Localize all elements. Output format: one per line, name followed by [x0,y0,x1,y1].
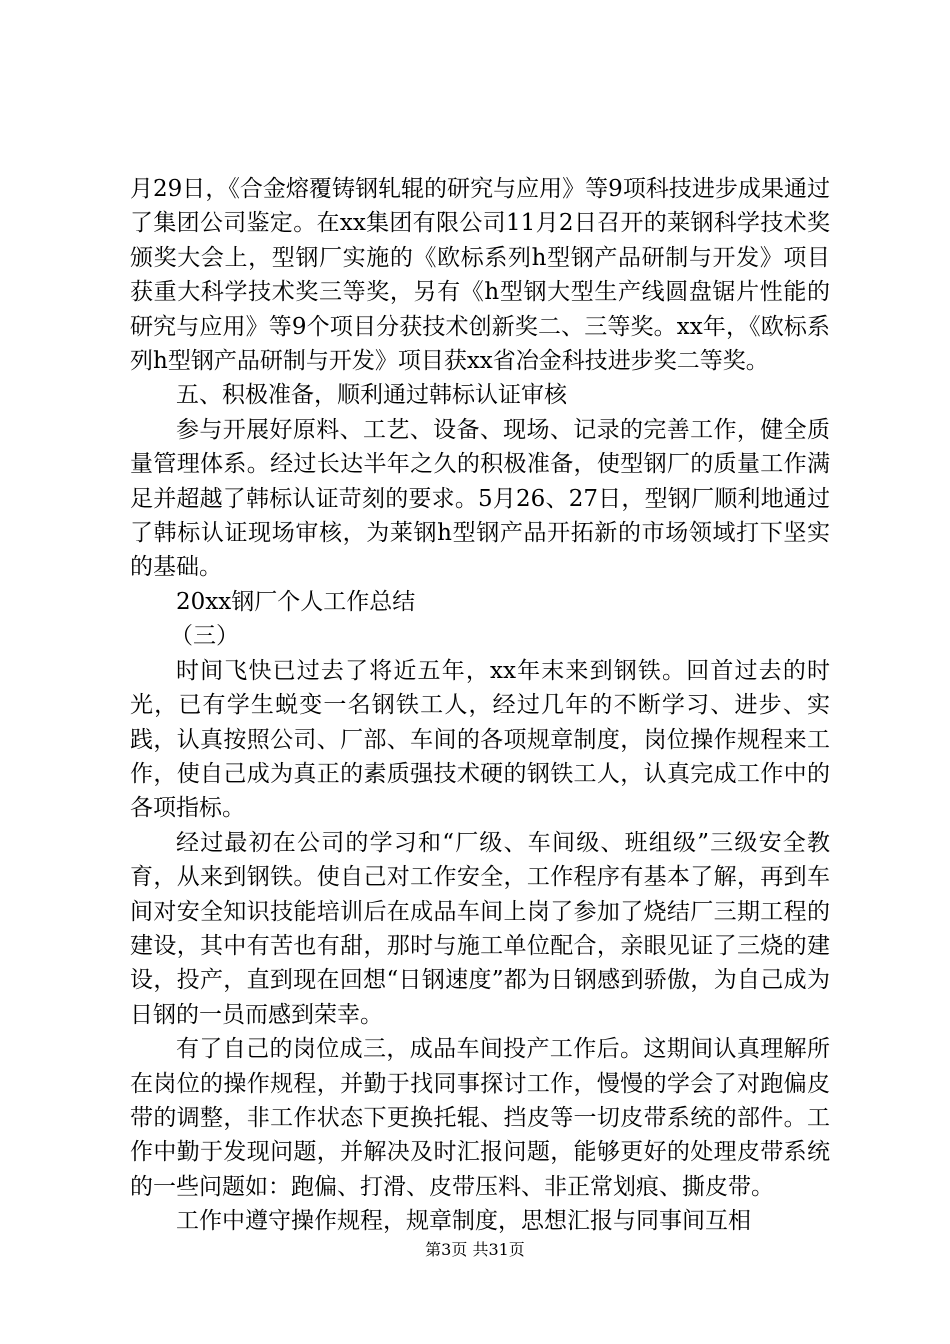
paragraph-intro: 时间飞快已过去了将近五年，xx年末来到钢铁。回首过去的时光，已有学生蜕变一名钢铁工人，经过几年的不断学习、进步、实践，认真按照公司、厂部、车间的各项规章制度，岗位操作规程来工作，使自己成为真正的素质强技术硬的钢铁工人，认真完成工作中的各项指标。 [130,657,830,822]
section-number: （三） [170,623,239,650]
document-title: 20xx钢厂个人工作总结 [176,588,416,615]
document-body [130,172,830,1239]
paragraph-korean-cert: 参与开展好原料、工艺、设备、现场、记录的完善工作，健全质量管理体系。经过长达半年之久的积极准备，使型钢厂的质量工作满足并超越了韩标认证苛刻的要求。5月26、27日，型钢厂顺利地通过了韩标认证现场审核，为莱钢h型钢产品开拓新的市场领域打下坚实的基础。 [130,416,830,581]
paragraph-work-rules: 工作中遵守操作规程，规章制度，思想汇报与同事间互相 [176,1208,751,1235]
paragraph-job-position: 有了自己的岗位成三，成品车间投产工作后。这期间认真理解所在岗位的操作规程，并勤于找同事探讨工作，慢慢的学会了对跑偏皮带的调整，非工作状态下更换托辊、挡皮等一切皮带系统的部件。工作中勤于发现问题，并解决及时汇报问题，能够更好的处理皮带系统的一些问题如：跑偏、打滑、皮带压料、非正常划痕、撕皮带。 [130,1036,830,1200]
section-heading-korean-cert: 五、积极准备，顺利通过韩标认证审核 [176,382,567,409]
page-footer: 第3页 共31页 [425,1240,525,1259]
paragraph-tech-awards: 月29日，《合金熔覆铸钢轧辊的研究与应用》等9项科技进步成果通过了集团公司鉴定。在xx集团有限公司11月2日召开的莱钢科学技术奖颁奖大会上，型钢厂实施的《欧标系列h型钢产品研制与开发》项目获重大科学技术奖三等奖，另有《h型钢大型生产线圆盘锯片性能的研究与应用》等9个项目分获技术创新奖二、三等奖。xx年，《欧标系列h型钢产品研制与开发》项目获xx省冶金科技进步奖二等奖。 [130,176,830,375]
paragraph-safety-education: 经过最初在公司的学习和“厂级、车间级、班组级”三级安全教育，从来到钢铁。使自己对工作安全，工作程序有基本了解，再到车间对安全知识技能培训后在成品车间上岗了参加了烧结厂三期工程的建设，其中有苦也有甜，那时与施工单位配合，亲眼见证了三烧的建设，投产，直到现在回想“日钢速度”都为日钢感到骄傲，为自己成为日钢的一员而感到荣幸。 [130,829,830,1028]
